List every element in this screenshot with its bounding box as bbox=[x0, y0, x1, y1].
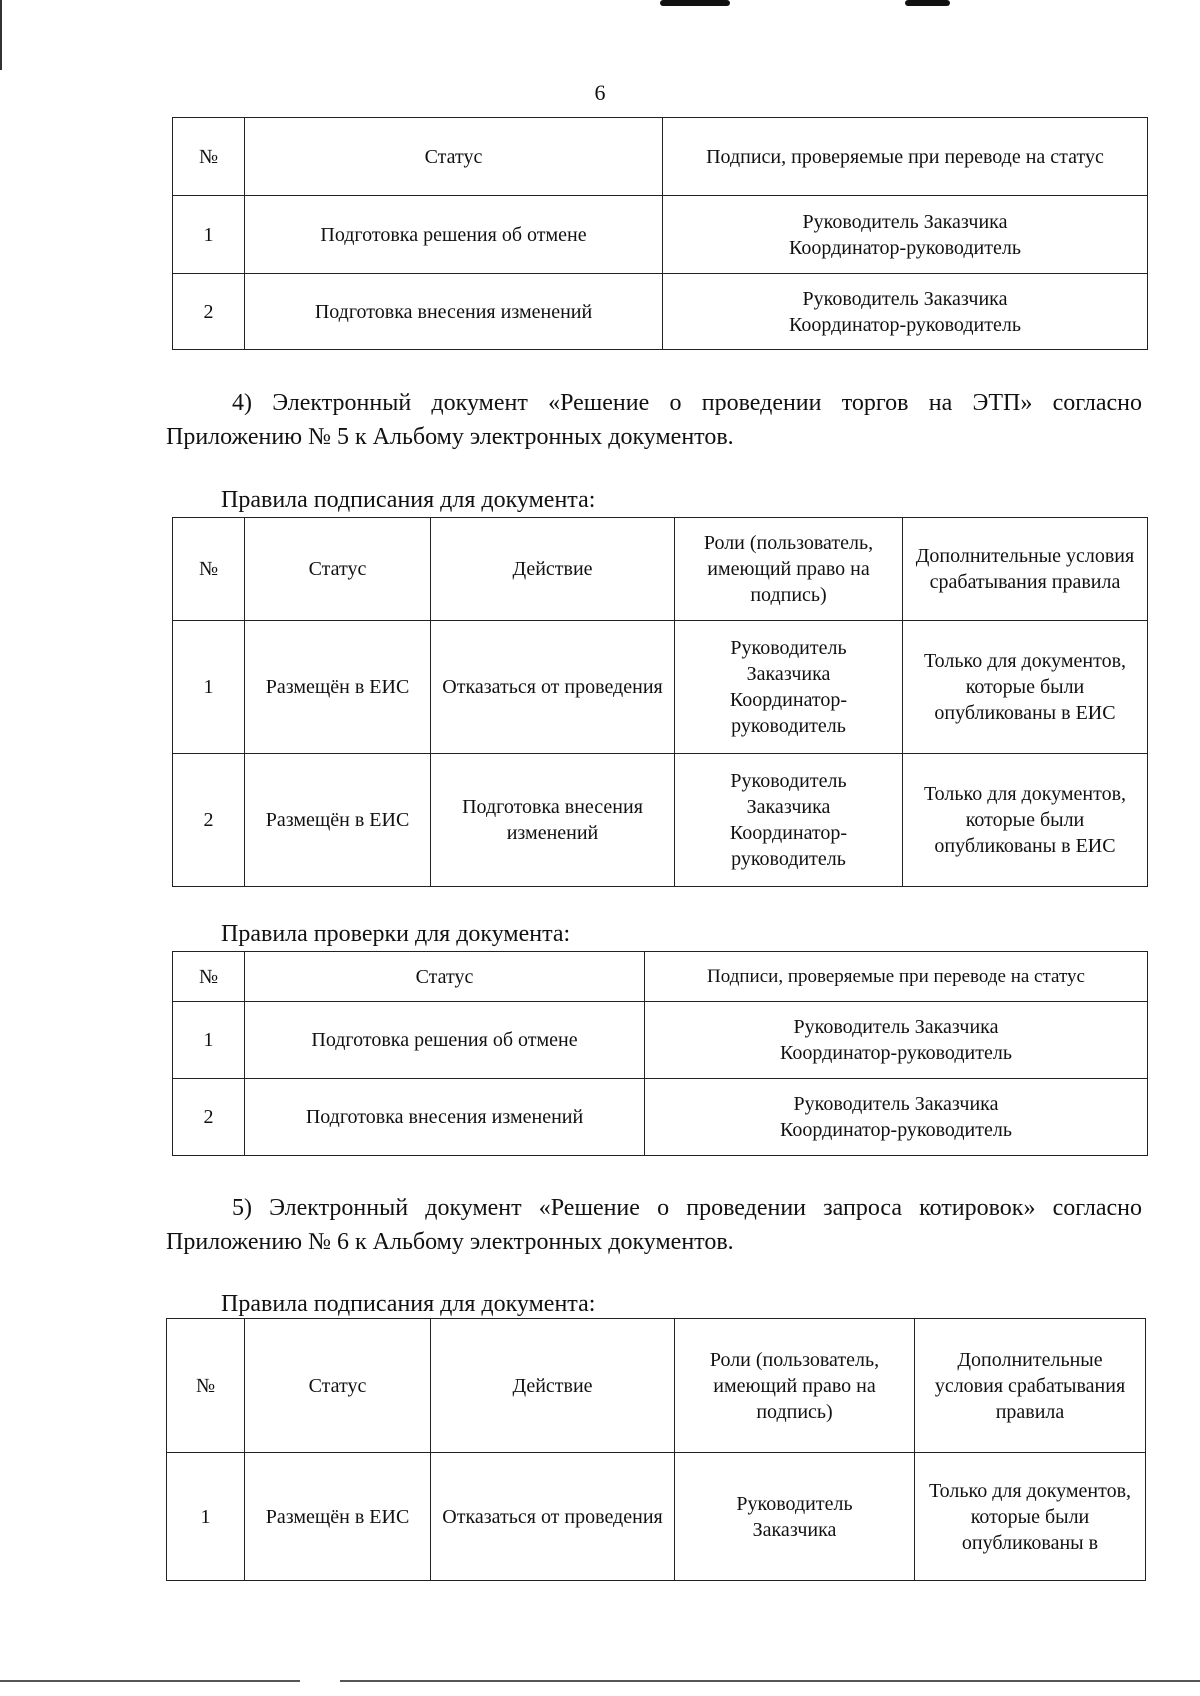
row-number: 1 bbox=[173, 196, 245, 274]
role-line: Заказчика bbox=[746, 663, 831, 685]
row-number: 1 bbox=[173, 621, 245, 754]
row-signatures bbox=[645, 1079, 1148, 1156]
caption-signing-rules-4: Правила подписания для документа: bbox=[221, 487, 596, 513]
column-header-conditions: Дополнительные условия срабатывания правила bbox=[903, 518, 1148, 621]
row-status: Подготовка решения об отмене bbox=[245, 196, 663, 274]
row-status: Размещён в ЕИС bbox=[245, 754, 431, 887]
column-header-num: № bbox=[173, 952, 245, 1002]
row-status: Размещён в ЕИС bbox=[245, 621, 431, 754]
signature-line: Координатор-руководитель bbox=[780, 1119, 1012, 1141]
column-header-signatures: Подписи, проверяемые при переводе на статус bbox=[663, 118, 1148, 196]
row-condition: Только для документов, которые были опубликованы в ЕИС bbox=[903, 754, 1148, 887]
table-row bbox=[173, 1079, 1148, 1156]
signature-line: Руководитель Заказчика bbox=[802, 287, 1008, 310]
role-line: Руководитель bbox=[736, 1492, 853, 1515]
row-signatures bbox=[663, 274, 1148, 350]
signature-line: Координатор-руководитель bbox=[780, 1042, 1012, 1064]
table-header-row bbox=[167, 1319, 1146, 1453]
column-header-action: Действие bbox=[431, 1319, 675, 1453]
role-line: Руководитель bbox=[730, 637, 847, 659]
column-header-num: № bbox=[167, 1319, 245, 1453]
paragraph-4: 4) Электронный документ «Решение о проведении торгов на ЭТП» согласно Приложению № 5 к Альбому электронных документов. bbox=[166, 390, 1142, 450]
row-number: 2 bbox=[173, 1079, 245, 1156]
row-roles bbox=[675, 754, 903, 887]
row-number: 2 bbox=[173, 274, 245, 350]
table-header-row bbox=[173, 118, 1148, 196]
signature-line: Координатор-руководитель bbox=[789, 236, 1021, 259]
caption-check-rules-4: Правила проверки для документа: bbox=[221, 921, 571, 947]
column-header-conditions: Дополнительные условия срабатывания правила bbox=[915, 1319, 1146, 1453]
column-header-num: № bbox=[173, 118, 245, 196]
scan-edge-mark bbox=[340, 1680, 1200, 1682]
row-number: 2 bbox=[173, 754, 245, 887]
row-signatures bbox=[645, 1002, 1148, 1079]
role-line: руководитель bbox=[731, 848, 846, 870]
column-header-status: Статус bbox=[245, 118, 663, 196]
scan-edge-mark bbox=[905, 0, 950, 6]
signature-check-table-4 bbox=[172, 951, 1148, 1156]
role-line: Координатор- bbox=[729, 689, 848, 711]
signature-line: Руководитель Заказчика bbox=[793, 1093, 999, 1115]
scan-edge-mark bbox=[0, 1680, 300, 1682]
row-number: 1 bbox=[173, 1002, 245, 1079]
table-row bbox=[173, 1002, 1148, 1079]
column-header-roles: Роли (пользователь, имеющий право на подпись) bbox=[675, 518, 903, 621]
column-header-roles: Роли (пользователь, имеющий право на подпись) bbox=[675, 1319, 915, 1453]
page-number: 6 bbox=[594, 80, 606, 105]
role-line: Руководитель bbox=[730, 770, 847, 792]
row-status: Размещён в ЕИС bbox=[245, 1453, 431, 1581]
signature-line: Руководитель Заказчика bbox=[802, 210, 1008, 233]
role-line: Заказчика bbox=[752, 1518, 837, 1541]
role-line: Координатор- bbox=[729, 822, 848, 844]
column-header-signatures: Подписи, проверяемые при переводе на статус bbox=[645, 952, 1148, 1002]
row-status: Подготовка внесения изменений bbox=[245, 274, 663, 350]
column-header-num: № bbox=[173, 518, 245, 621]
signing-rules-table-5 bbox=[166, 1318, 1146, 1581]
caption-signing-rules-5: Правила подписания для документа: bbox=[221, 1291, 596, 1317]
row-roles bbox=[675, 621, 903, 754]
table-header-row bbox=[173, 952, 1148, 1002]
row-roles bbox=[675, 1453, 915, 1581]
role-line: Заказчика bbox=[746, 796, 831, 818]
table-row bbox=[173, 196, 1148, 274]
column-header-status: Статус bbox=[245, 1319, 431, 1453]
scan-edge-mark bbox=[0, 0, 2, 70]
row-action: Отказаться от проведения bbox=[431, 621, 675, 754]
table-row bbox=[167, 1453, 1146, 1581]
column-header-status: Статус bbox=[245, 952, 645, 1002]
row-status: Подготовка решения об отмене bbox=[245, 1002, 645, 1079]
row-action: Отказаться от проведения bbox=[431, 1453, 675, 1581]
signature-check-table-1 bbox=[172, 117, 1148, 350]
paragraph-5: 5) Электронный документ «Решение о проведении запроса котировок» согласно Приложению № 6 к Альбому электронных документов. bbox=[166, 1195, 1142, 1255]
row-condition: Только для документов, которые были опубликованы в ЕИС bbox=[903, 621, 1148, 754]
column-header-status: Статус bbox=[245, 518, 431, 621]
row-condition: Только для документов, которые были опубликованы в bbox=[915, 1453, 1146, 1581]
row-number: 1 bbox=[167, 1453, 245, 1581]
row-action: Подготовка внесения изменений bbox=[431, 754, 675, 887]
role-line: руководитель bbox=[731, 715, 846, 737]
row-status: Подготовка внесения изменений bbox=[245, 1079, 645, 1156]
signing-rules-table-4 bbox=[172, 517, 1148, 887]
signature-line: Координатор-руководитель bbox=[789, 313, 1021, 336]
scan-edge-mark bbox=[660, 0, 730, 6]
table-header-row bbox=[173, 518, 1148, 621]
column-header-action: Действие bbox=[431, 518, 675, 621]
signature-line: Руководитель Заказчика bbox=[793, 1016, 999, 1038]
row-signatures bbox=[663, 196, 1148, 274]
table-row bbox=[173, 274, 1148, 350]
table-row bbox=[173, 621, 1148, 754]
table-row bbox=[173, 754, 1148, 887]
